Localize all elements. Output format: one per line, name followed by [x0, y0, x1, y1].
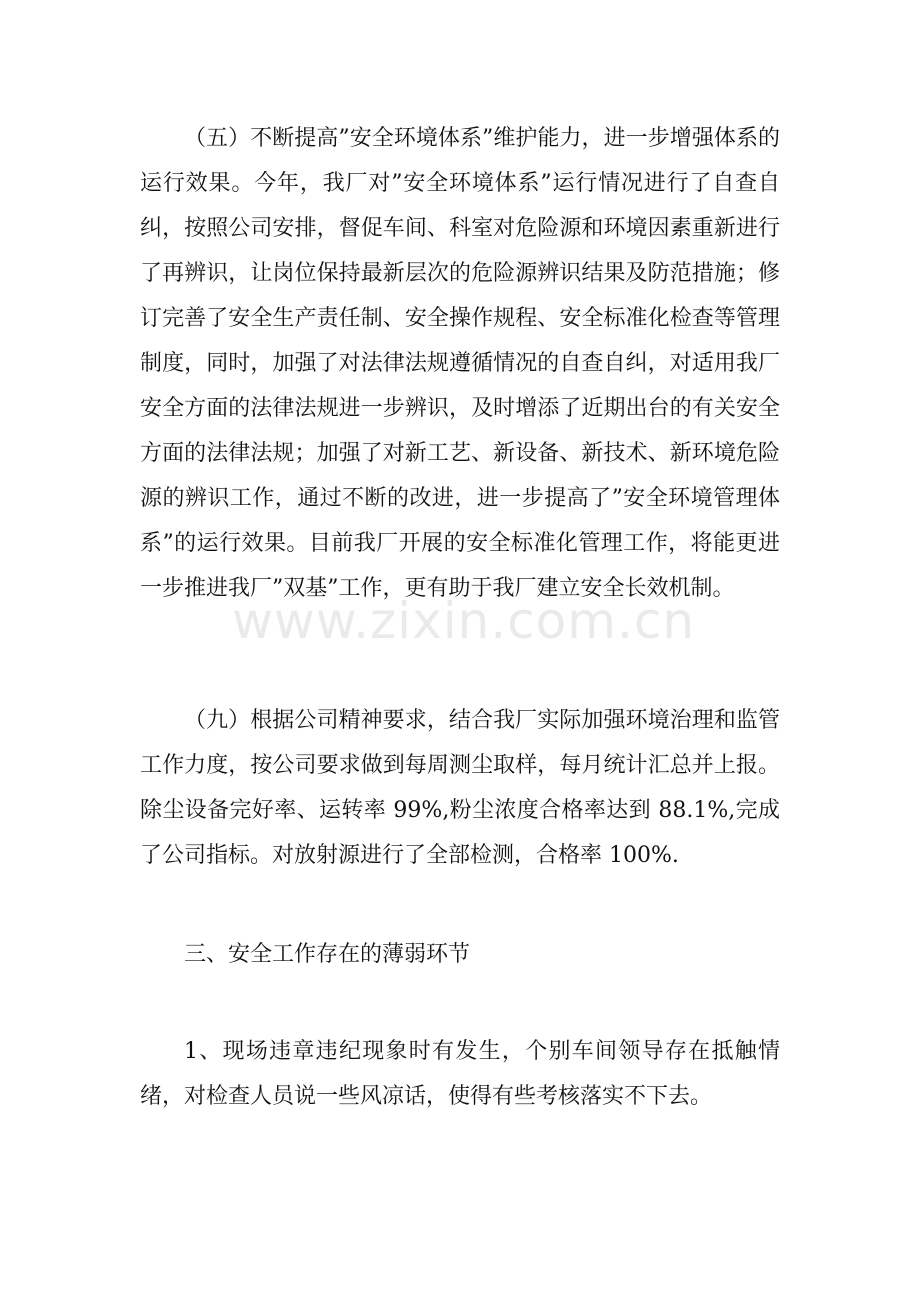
paragraph-item-1: 1、现场违章违纪现象时有发生，个别车间领导存在抵触情绪，对检查人员说一些风凉话，使得有些考核落实不下去。 — [140, 1039, 780, 1109]
paragraph-nine: （九）根据公司精神要求，结合我厂实际加强环境治理和监管工作力度，按公司要求做到每周测尘取样，每月统计汇总并上报。除尘设备完好率、运转率 99%,粉尘浓度合格率达到 88.1%,完成了公司指标。对放射源进行了全部检测，合格率 100%. — [140, 708, 780, 868]
paragraph-five: （五）不断提高”安全环境体系”维护能力，进一步增强体系的运行效果。今年，我厂对”安全环境体系”运行情况进行了自查自纠，按照公司安排，督促车间、科室对危险源和环境因素重新进行了再辨识，让岗位保持最新层次的危险源辨识结果及防范措施；修订完善了安全生产责任制、安全操作规程、安全标准化检查等管理制度，同时，加强了对法律法规遵循情况的自查自纠，对适用我厂安全方面的法律法规进一步辨识，及时增添了近期出台的有关安全方面的法律法规；加强了对新工艺、新设备、新技术、新环境危险源的辨识工作，通过不断的改进，进一步提高了”安全环境管理体系”的运行效果。目前我厂开展的安全标准化管理工作，将能更进一步推进我厂”双基”工作，更有助于我厂建立安全长效机制。 — [140, 126, 780, 601]
watermark: www.zixin.com.cn — [232, 592, 696, 650]
section-heading: 三、安全工作存在的薄弱环节 — [184, 942, 471, 967]
